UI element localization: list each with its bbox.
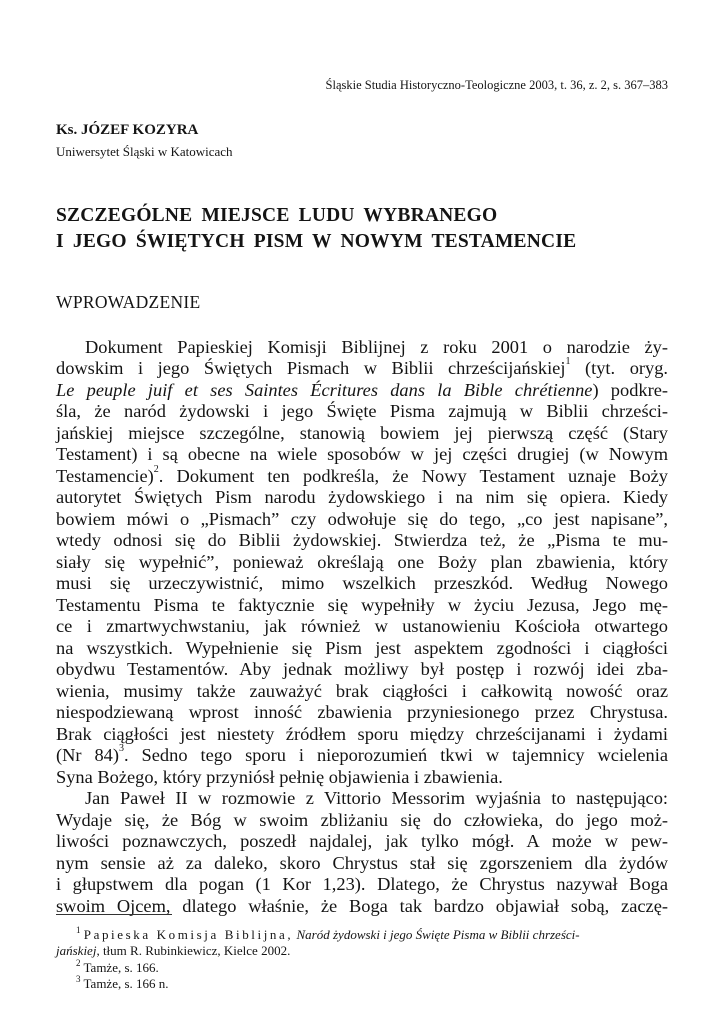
body-line: Syna Bożego, który przyniósł pełnię objawienia i zbawienia.: [56, 767, 503, 787]
body-line: śla, że naród żydowski i jego Święte Pisma zajmują w Biblii chrześci-: [56, 401, 668, 421]
author-affiliation: Uniwersytet Śląski w Katowicach: [56, 144, 233, 159]
journal-citation: Śląskie Studia Historyczno-Teologiczne 2003, t. 36, z. 2, s. 367–383: [325, 78, 668, 92]
article-title-line-2: I JEGO ŚWIĘTYCH PISM W NOWYM TESTAMENCIE: [56, 231, 577, 252]
article-title-line-1: SZCZEGÓLNE MIEJSCE LUDU WYBRANEGO: [56, 205, 498, 226]
footnote-ref: 1: [565, 356, 571, 367]
footnote-1: $^1$ Papieska Komisja Biblijna, Naród żydowski i jego Święte Pisma w Biblii chrześci-: [76, 925, 580, 942]
body-line: liwości poznawczych, poszedł najdalej, jak tylko mógł. A może w pew-: [56, 831, 668, 851]
footnote-divider: [56, 914, 172, 915]
body-line: swoim Ojcem, dlatego właśnie, że Boga tak bardzo objawiał sobą, zaczę-: [56, 896, 668, 916]
body-line: musi się urzeczywistnić, mimo wszelkich przeszkód. Według Nowego: [56, 573, 668, 593]
body-line: (Nr 84)$^3$. Sedno tego sporu i nieporozumień tkwi w tajemnicy wcielenia: [56, 743, 668, 765]
body-line: i głupstwem dla pogan (1 Kor 1,23). Dlatego, że Chrystus nazywał Boga: [56, 874, 668, 894]
body-line: na wszystkich. Wypełnienie się Pism jest aspektem zgodności i ciągłości: [56, 638, 668, 658]
body-line: jańskiej miejsce szczególne, stanowią bowiem jej pierwszą część (Stary: [56, 423, 668, 443]
body-line: Brak ciągłości jest niestety źródłem sporu między chrześcijanami i żydami: [56, 724, 668, 744]
body-line: autorytet Świętych Pism narodu żydowskiego i na nim się opiera. Kiedy: [56, 487, 668, 507]
body-line: Testament) i są obecne na wiele sposobów w jej części drugiej (w Nowym: [56, 444, 668, 464]
body-line: obydwu Testamentów. Aby jednak możliwy był postęp i rozwój idei zba-: [56, 659, 668, 679]
section-heading: WPROWADZENIE: [56, 292, 201, 312]
footnote-ref: 3: [119, 743, 124, 754]
body-line: Testamentu Pisma te faktycznie się wypełniły w życiu Jezusa, Jego mę-: [56, 595, 668, 615]
body-line: wtedy odnosi się do Biblii żydowskiej. Stwierdza też, że „Pisma te mu-: [56, 530, 668, 550]
author-name: Ks. JÓZEF KOZYRA: [56, 122, 199, 138]
body-line: Le peuple juif et ses Saintes Écritures dans la Bible chrétienne) podkre-: [56, 380, 668, 400]
body-line: Dokument Papieskiej Komisji Biblijnej z roku 2001 o narodzie ży-: [85, 337, 668, 357]
body-line: wienia, musimy także zauważyć brak ciągłości i całkowitą nowość oraz: [56, 681, 668, 701]
body-line: Jan Paweł II w rozmowie z Vittorio Messorim wyjaśnia to następująco:: [85, 788, 668, 808]
body-line: siały się wypełnić”, ponieważ określają one Boży plan zbawienia, który: [56, 552, 668, 572]
body-line: Wydaje się, że Bóg w swoim zbliżaniu się do człowieka, do jego moż-: [56, 810, 668, 830]
body-line: ce i zmartwychwstaniu, jak również w ustanowieniu Kościoła otwartego: [56, 616, 668, 636]
body-line: bowiem mówi o „Pismach” czy odwołuje się do tego, „co jest napisane”,: [56, 509, 668, 529]
footnote-ref: 2: [153, 464, 159, 475]
footnote-1-continued: jańskiej, tłum R. Rubinkiewicz, Kielce 2002.: [56, 943, 291, 958]
footnote-3: $^3$ Tamże, s. 166 n.: [76, 974, 169, 991]
body-line: nym sensie aż za daleko, skoro Chrystus stał się zgorszeniem dla żydów: [56, 853, 668, 873]
body-line: dowskim i jego Świętych Pismach w Biblii chrześcijańskiej$^1$ (tyt. oryg.: [56, 356, 668, 378]
footnote-2: $^2$ Tamże, s. 166.: [76, 958, 159, 975]
body-line: niespodziewaną wprost inność zbawienia przyniesionego przez Chrystusa.: [56, 702, 668, 722]
body-line: Testamencie)$^2$. Dokument ten podkreśla, że Nowy Testament uznaje Boży: [56, 464, 668, 486]
